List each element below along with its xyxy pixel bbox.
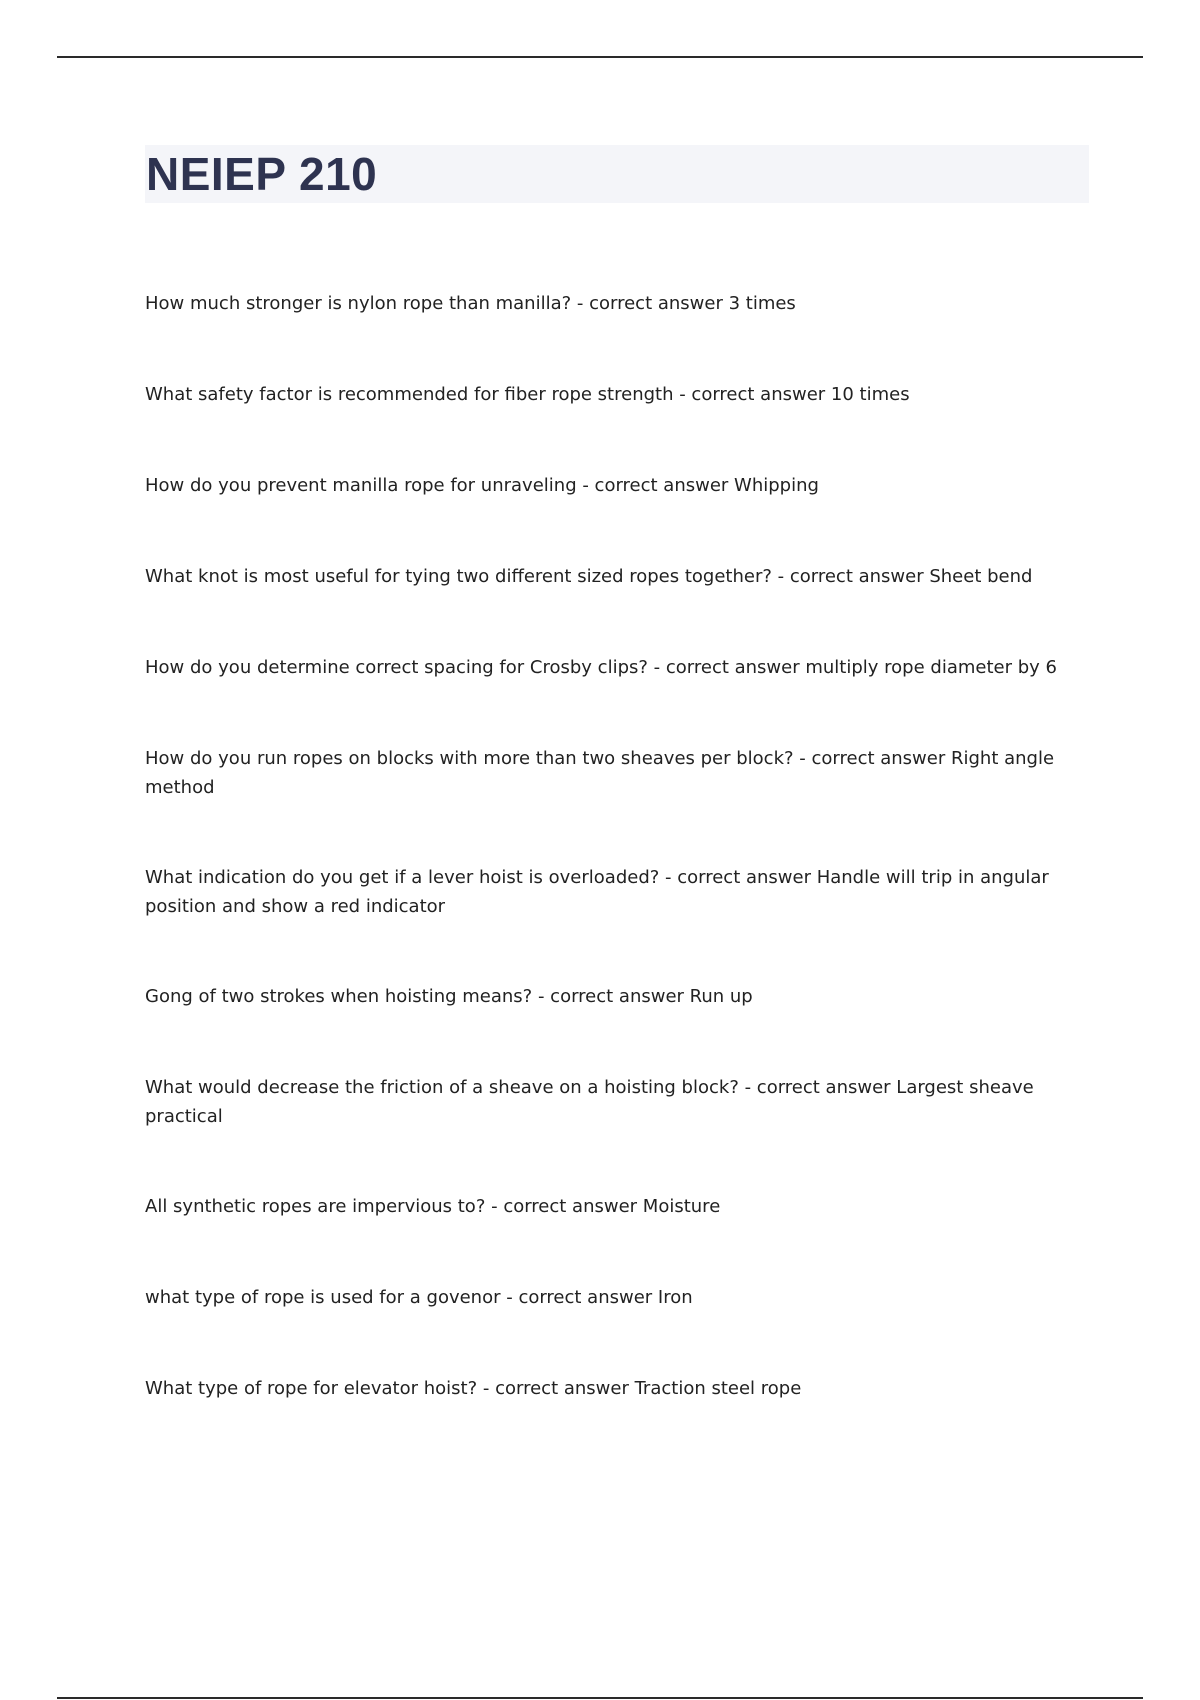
qa-item-3: How do you prevent manilla rope for unraveling - correct answer Whipping: [145, 475, 819, 496]
question-answer-list: [145, 290, 1065, 1466]
qa-item-4: What knot is most useful for tying two different sized ropes together? - correct answer Sheet bend: [145, 566, 1033, 587]
qa-item-11: what type of rope is used for a govenor - correct answer Iron: [145, 1287, 693, 1308]
qa-item-5: How do you determine correct spacing for Crosby clips? - correct answer multiply rope diameter by 6: [145, 657, 1057, 678]
document-title: NEIEP 210: [146, 148, 378, 200]
bottom-divider: [57, 1697, 1143, 1699]
qa-item-1: How much stronger is nylon rope than manilla? - correct answer 3 times: [145, 293, 796, 314]
qa-item-12: What type of rope for elevator hoist? - correct answer Traction steel rope: [145, 1378, 802, 1399]
qa-item-7: What indication do you get if a lever hoist is overloaded? - correct answer Handle will trip in angular position and show a red indicator: [145, 867, 1049, 917]
qa-item-2: What safety factor is recommended for fiber rope strength - correct answer 10 times: [145, 384, 910, 405]
qa-item-10: All synthetic ropes are impervious to? - correct answer Moisture: [145, 1196, 721, 1217]
qa-item-8: Gong of two strokes when hoisting means? - correct answer Run up: [145, 986, 753, 1007]
qa-item-6: How do you run ropes on blocks with more than two sheaves per block? - correct answer Right angle method: [145, 748, 1055, 798]
qa-item-9: What would decrease the friction of a sheave on a hoisting block? - correct answer Largest sheave practical: [145, 1077, 1034, 1127]
top-divider: [57, 56, 1143, 58]
